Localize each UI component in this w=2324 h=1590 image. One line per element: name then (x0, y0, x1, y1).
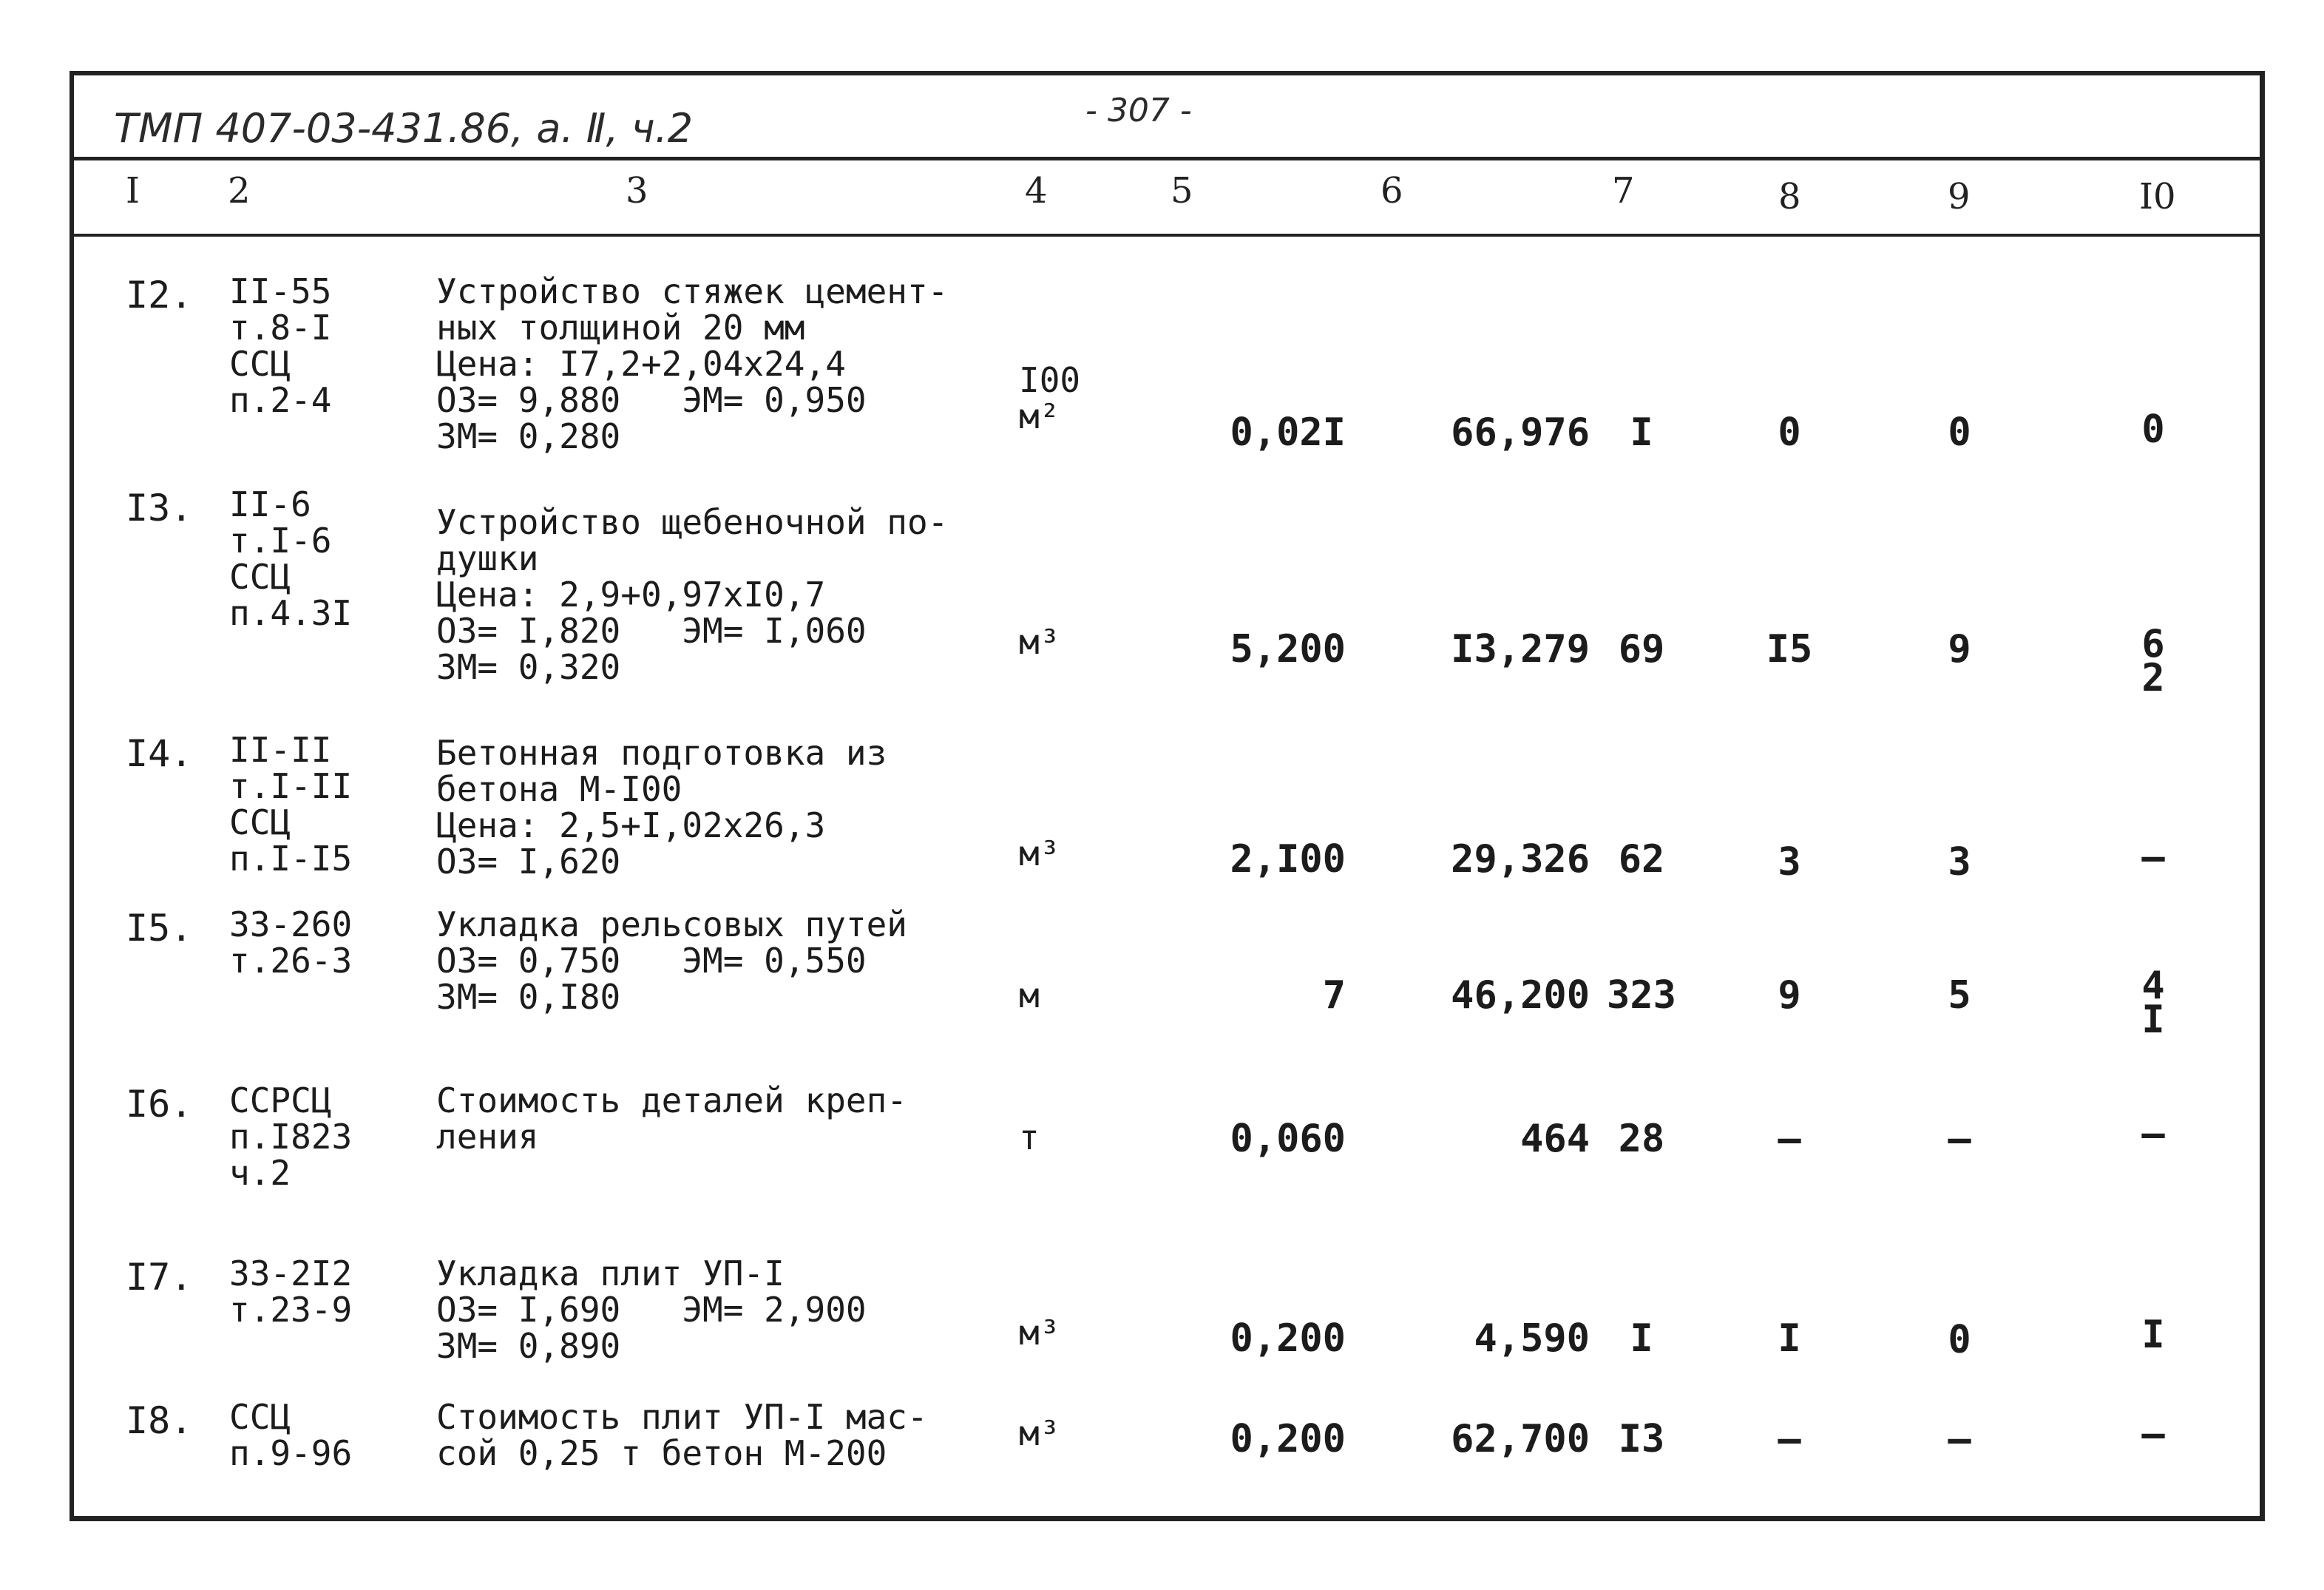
unit-price: 66,976 (1451, 410, 1590, 455)
document-frame (70, 71, 2265, 1521)
col8-value: 9 (1778, 973, 1801, 1018)
quantity: 0,060 (1230, 1117, 1346, 1161)
unit: т (1019, 1117, 1040, 1157)
column-header-rule (74, 234, 2260, 237)
col9-value: 5 (1948, 973, 1971, 1018)
quantity: 0,200 (1230, 1417, 1346, 1461)
row-number: I6. (126, 1083, 193, 1126)
row-number: I8. (126, 1399, 193, 1442)
col10-value: – (2141, 835, 2165, 879)
page-number: - 307 - (1085, 92, 1192, 129)
col10-value: I (2141, 1313, 2165, 1357)
quantity: 7 (1322, 973, 1346, 1018)
unit: м³ (1019, 1313, 1060, 1353)
col8-value: 0 (1778, 410, 1801, 455)
col8-value: I5 (1766, 627, 1813, 671)
work-description: Стоимость деталей креп- ления (436, 1080, 907, 1157)
quantity: 0,02I (1230, 410, 1346, 455)
col7-value: 62 (1618, 837, 1665, 882)
work-description: Устройство щебеночной по- душки Цена: 2,9+0,97xI0,7 ОЗ= I,820 ЭМ= I,060 ЗМ= 0,320 (436, 502, 949, 687)
col-header-7: 7 (1612, 170, 1635, 212)
work-description: Укладка плит УП-I ОЗ= I,690 ЭМ= 2,900 ЗМ= 0,890 (436, 1254, 867, 1366)
document-code: ТМП 407-03-431.86, а. Ⅱ, ч.2 (114, 105, 694, 152)
col7-value: I (1630, 1316, 1653, 1361)
unit-price: 29,326 (1451, 837, 1590, 882)
work-description: Бетонная подготовка из бетона М-I00 Цена: 2,5+I,02x26,3 ОЗ= I,620 (436, 733, 887, 882)
col-header-3: 3 (626, 170, 648, 212)
col-header-9: 9 (1948, 176, 1971, 217)
work-description: Устройство стяжек цемент- ных толщиной 20 мм Цена: I7,2+2,04x24,4 ОЗ= 9,880 ЭМ= 0,950 ЗМ= 0,280 (436, 271, 949, 456)
unit-price: I3,279 (1451, 627, 1590, 671)
rate-code: II-55 т.8-I ССЦ п.2-4 (229, 271, 332, 420)
col9-value: 0 (1948, 410, 1971, 455)
col-header-1: I (126, 170, 140, 212)
col-header-4: 4 (1025, 170, 1048, 212)
unit: м³ (1019, 833, 1060, 873)
unit: I00 м² (1019, 360, 1081, 436)
unit: м³ (1019, 1413, 1060, 1453)
row-number: I2. (126, 274, 193, 317)
col8-value: 3 (1778, 840, 1801, 884)
quantity: 2,I00 (1230, 837, 1346, 882)
work-description: Укладка рельсовых путей ОЗ= 0,750 ЭМ= 0,550 ЗМ= 0,I80 (436, 904, 907, 1017)
col10-value: 4 I (2141, 964, 2165, 1042)
col8-value: – (1778, 1117, 1801, 1161)
col-header-2: 2 (228, 170, 251, 212)
rate-code: 33-2I2 т.23-9 (229, 1254, 353, 1330)
col10-value: – (2141, 1412, 2165, 1456)
unit-price: 46,200 (1451, 973, 1590, 1018)
col8-value: – (1778, 1417, 1801, 1461)
col9-value: 0 (1948, 1318, 1971, 1362)
col9-value: 3 (1948, 840, 1971, 884)
quantity: 5,200 (1230, 627, 1346, 671)
col9-value: 9 (1948, 627, 1971, 671)
col10-value: 0 (2141, 407, 2165, 452)
header-rule (74, 157, 2260, 160)
col7-value: 323 (1607, 973, 1676, 1018)
col9-value: – (1948, 1417, 1971, 1461)
unit: м³ (1019, 622, 1060, 662)
rate-code: ССРСЦ п.I823 ч.2 (229, 1080, 353, 1193)
rate-code: II-II т.I-II ССЦ п.I-I5 (229, 730, 353, 879)
unit-price: 62,700 (1451, 1417, 1590, 1461)
col10-value: – (2141, 1112, 2165, 1156)
unit: м (1019, 975, 1040, 1015)
col-header-5: 5 (1171, 170, 1193, 212)
rate-code: ССЦ п.9-96 (229, 1397, 353, 1473)
col8-value: I (1778, 1316, 1801, 1361)
col7-value: 69 (1618, 627, 1665, 671)
rate-code: 33-260 т.26-3 (229, 904, 353, 981)
col-header-6: 6 (1380, 170, 1403, 212)
col9-value: – (1948, 1117, 1971, 1161)
row-number: I3. (126, 487, 193, 530)
work-description: Стоимость плит УП-I мас- сой 0,25 т бетон М-200 (436, 1397, 928, 1473)
col7-value: I (1630, 410, 1653, 455)
row-number: I4. (126, 732, 193, 775)
quantity: 0,200 (1230, 1316, 1346, 1361)
col7-value: 28 (1618, 1117, 1665, 1161)
unit-price: 464 (1520, 1117, 1590, 1161)
col7-value: I3 (1618, 1417, 1665, 1461)
unit-price: 4,590 (1474, 1316, 1590, 1361)
rate-code: II-6 т.I-6 ССЦ п.4.3I (229, 484, 353, 633)
row-number: I5. (126, 907, 193, 950)
row-number: I7. (126, 1256, 193, 1299)
col-header-8: 8 (1778, 176, 1801, 217)
col10-value: 6 2 (2141, 622, 2165, 700)
col-header-10: I0 (2139, 176, 2176, 217)
